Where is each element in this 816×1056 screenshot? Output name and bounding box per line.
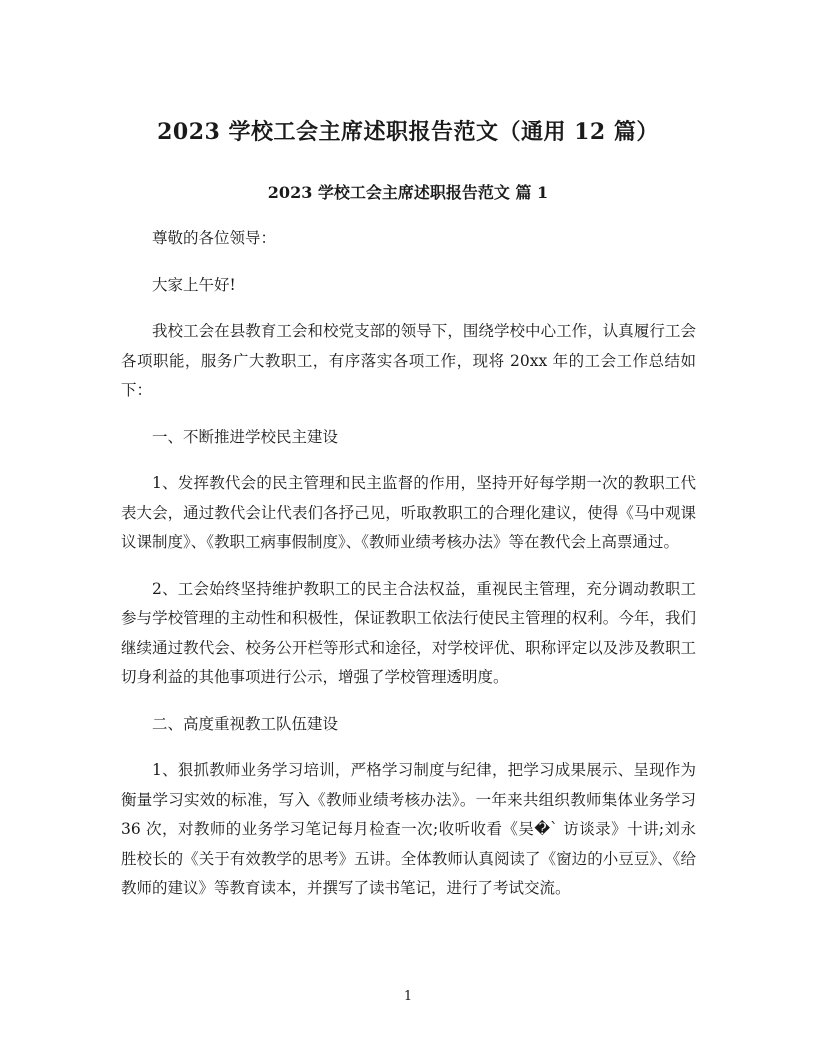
heading-staff-building: 二、高度重视教工队伍建设 [152,714,339,733]
greeting-paragraph: 大家上午好! [152,275,236,294]
intro-paragraph: 我校工会在县教育工会和校党支部的领导下，围绕学校中心工作，认真履行工会各项职能，服务广大教职工，有序落实各项工作，现将 20xx 年的工会工作总结如下： [121,322,696,399]
salutation-paragraph: 尊敬的各位领导： [152,229,277,247]
paragraph-staff-building-1: 1、狠抓教师业务学习培训，严格学习制度与纪律，把学习成果展示、呈现作为衡量学习实效的标准，写入《教师业绩考核办法》。一年来共组织教师集体业务学习 36 次，对教师的业务学习笔记每月检查一次;收听收看《吴�` 访谈录》十讲;刘永胜校长的《关于有效教学的思考》五讲。全体教师认真阅读了《窗边的小豆豆》、《给教师的建议》等教育读本，并撰写了读书笔记，进行了考试交流。 [121,761,696,897]
paragraph-democracy-2: 2、工会始终坚持维护教职工的民主合法权益，重视民主管理，充分调动教职工参与学校管理的主动性和积极性，保证教职工依法行使民主管理的权利。今年，我们继续通过教代会、校务公开栏等形式和途径，对学校评优、职称评定以及涉及教职工切身利益的其他事项进行公示，增强了学校管理透明度。 [121,579,696,686]
heading-democracy: 一、不断推进学校民主建设 [152,427,339,446]
paragraph-democracy-1: 1、发挥教代会的民主管理和民主监督的作用，坚持开好每学期一次的教职工代表大会，通过教代会让代表们各抒己见，听取教职工的合理化建议，使得《马中观课议课制度》、《教职工病事假制度》、《教师业绩考核办法》等在教代会上高票通过。 [121,474,696,551]
section-title: 2023 学校工会主席述职报告范文 篇 1 [267,183,549,202]
page-number: 1 [403,989,413,1004]
document-body [121,224,696,921]
document-title: 2023 学校工会主席述职报告范文（通用 12 篇） [157,119,659,145]
